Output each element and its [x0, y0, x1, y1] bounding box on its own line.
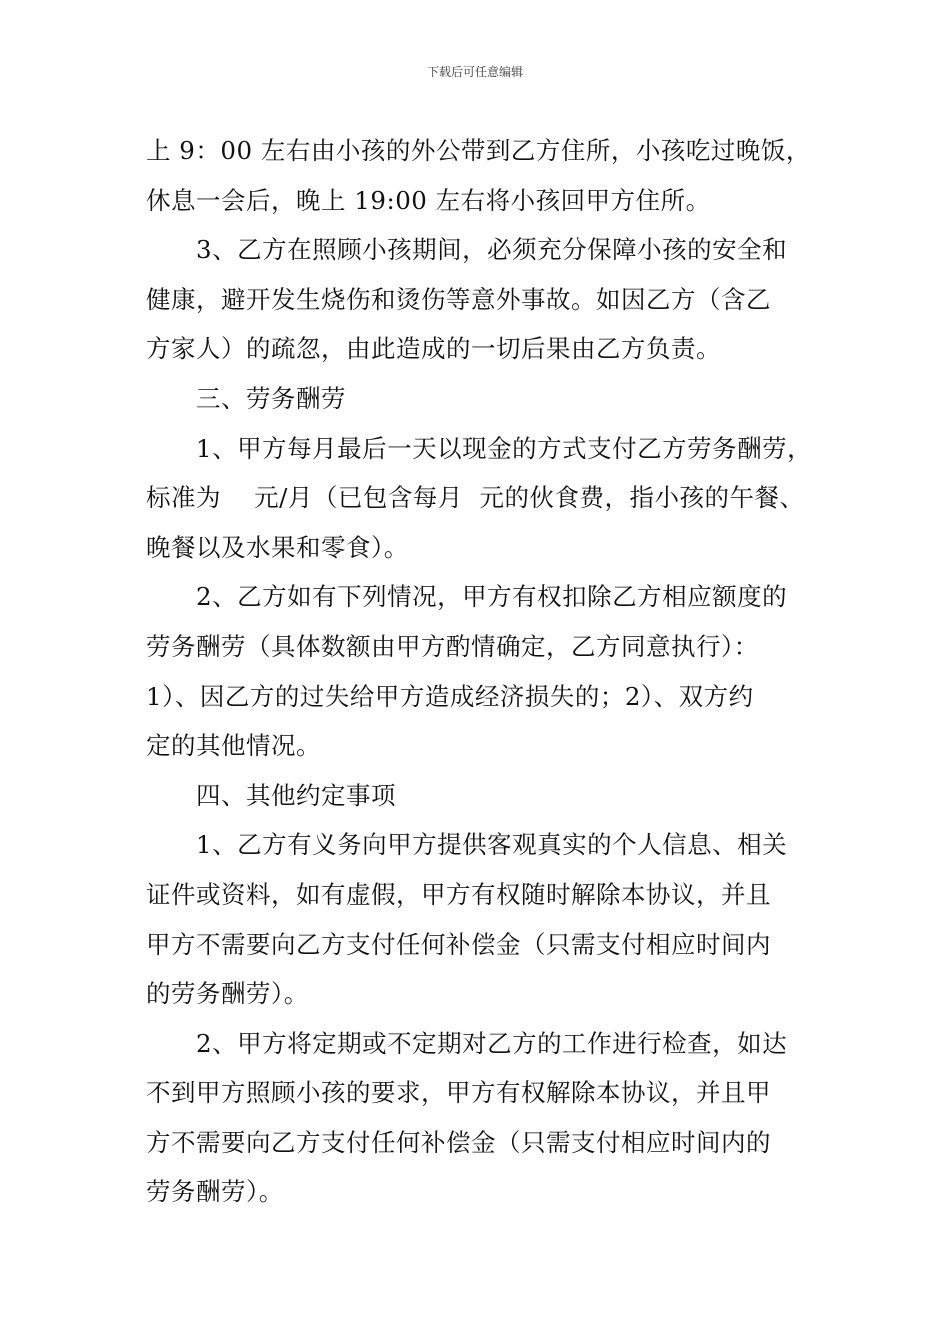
text-line: 3、乙方在照顾小孩期间，必须充分保障小孩的安全和 — [196, 235, 788, 265]
header-note: 下载后可任意编辑 — [426, 65, 523, 79]
text-line: 健康，避开发生烧伤和烫伤等意外事故。如因乙方（含乙 — [146, 284, 771, 314]
text-line: 上 9：00 左右由小孩的外公带到乙方住所，小孩吃过晚饭， — [146, 136, 811, 165]
text-line: 不到甲方照顾小孩的要求，甲方有权解除本协议，并且甲 — [146, 1078, 771, 1108]
text-line: 1、乙方有义务向甲方提供客观真实的个人信息、相关 — [196, 830, 788, 860]
text-line: 四、其他约定事项 — [196, 780, 396, 810]
text-line: 2、甲方将定期或不定期对乙方的工作进行检查，如达 — [196, 1028, 788, 1058]
text-line: 的劳务酬劳）。 — [146, 979, 309, 1009]
text-line: 1）、因乙方的过失给甲方造成经济损失的；2）、双方约 — [146, 681, 754, 711]
text-line: 劳务酬劳）。 — [146, 1177, 284, 1207]
text-line: 方不需要向乙方支付任何补偿金（只需支付相应时间内的 — [146, 1127, 771, 1157]
text-line: 晚餐以及水果和零食）。 — [146, 532, 409, 562]
text-line: 休息一会后，晚上 19:00 左右将小孩回甲方住所。 — [146, 185, 711, 215]
text-line: 劳务酬劳（具体数额由甲方酌情确定，乙方同意执行）： — [146, 631, 759, 661]
text-line: 标准为 元/月（已包含每月 元的伙食费，指小孩的午餐、 — [146, 483, 805, 513]
text-line: 定的其他情况。 — [146, 731, 321, 761]
document-body — [146, 126, 836, 1217]
text-line: 三、劳务酬劳 — [196, 383, 346, 413]
text-line: 2、乙方如有下列情况，甲方有权扣除乙方相应额度的 — [196, 582, 788, 612]
text-line: 方家人）的疏忽，由此造成的一切后果由乙方负责。 — [146, 334, 721, 364]
text-line: 1、甲方每月最后一天以现金的方式支付乙方劳务酬劳， — [196, 433, 813, 463]
text-line: 甲方不需要向乙方支付任何补偿金（只需支付相应时间内 — [146, 929, 771, 959]
text-line: 证件或资料，如有虚假，甲方有权随时解除本协议，并且 — [146, 879, 771, 909]
